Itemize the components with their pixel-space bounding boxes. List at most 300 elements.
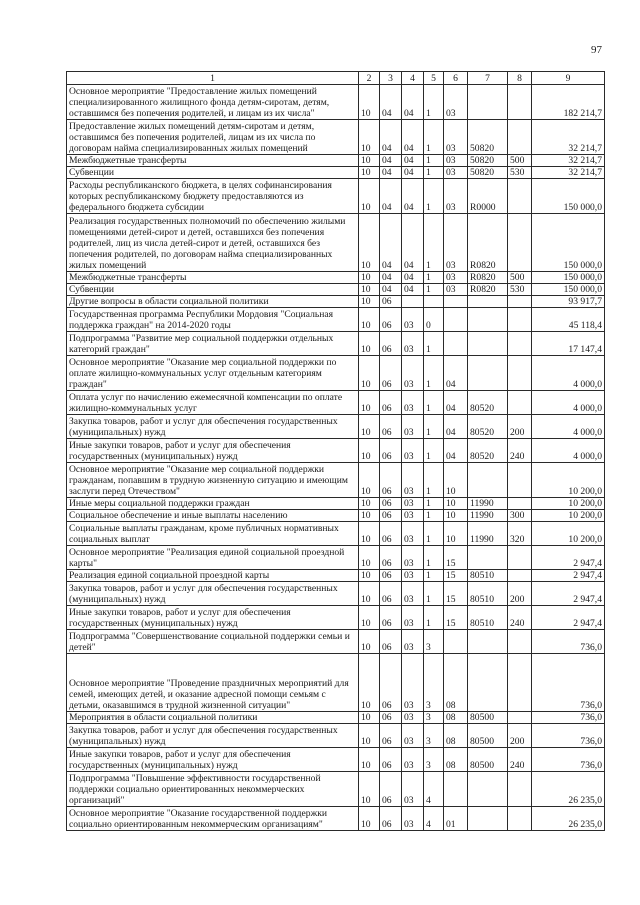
row-code-c4: 03 — [402, 498, 424, 510]
row-amount: 10 200,0 — [532, 498, 605, 510]
row-name: Межбюджетные трансферты — [67, 155, 359, 167]
row-name: Реализация государственных полномочий по обеспечению жилыми помещениями детей-сирот и детей, оставшихся без попечения родителей, лиц из числа детей-сирот и детей, оставшихся без попечения родителей, по договорам найма специализированных жилых помещений — [67, 214, 359, 272]
row-name: Закупка товаров, работ и услуг для обеспечения государственных (муниципальных) нужд — [67, 724, 359, 748]
row-name: Подпрограмма "Совершенствование социальной поддержки семьи и детей" — [67, 630, 359, 654]
row-code-c5 — [424, 296, 444, 308]
column-header: 5 — [424, 72, 444, 85]
row-code-c2: 10 — [359, 332, 380, 356]
header-row — [67, 72, 605, 85]
row-code-c8 — [508, 214, 532, 272]
row-code-c8: 530 — [508, 167, 532, 179]
row-name: Мероприятия в области социальной политики — [67, 712, 359, 724]
row-code-c4: 03 — [402, 391, 424, 415]
row-amount: 150 000,0 — [532, 179, 605, 214]
row-code-c8 — [508, 179, 532, 214]
row-code-c6: 08 — [444, 724, 468, 748]
row-amount: 736,0 — [532, 630, 605, 654]
table-body — [67, 85, 605, 831]
row-code-c2: 10 — [359, 167, 380, 179]
row-name: Иные закупки товаров, работ и услуг для обеспечения государственных (муниципальных) нужд — [67, 748, 359, 772]
column-header: 3 — [380, 72, 402, 85]
row-code-c8 — [508, 570, 532, 582]
row-amount: 93 917,7 — [532, 296, 605, 308]
table-row — [67, 498, 605, 510]
row-code-c4: 03 — [402, 654, 424, 712]
row-code-c2: 10 — [359, 724, 380, 748]
row-code-c4: 03 — [402, 439, 424, 463]
row-code-c6: 03 — [444, 120, 468, 155]
row-amount: 2 947,4 — [532, 582, 605, 606]
row-code-c3: 06 — [380, 308, 402, 332]
row-code-c5: 1 — [424, 284, 444, 296]
row-code-c2: 10 — [359, 120, 380, 155]
row-code-c4: 04 — [402, 167, 424, 179]
row-code-c6: 01 — [444, 807, 468, 831]
row-code-c8 — [508, 332, 532, 356]
row-code-c8 — [508, 630, 532, 654]
row-name: Межбюджетные трансферты — [67, 272, 359, 284]
row-code-c3: 06 — [380, 654, 402, 712]
row-code-c7 — [468, 85, 508, 120]
row-code-c8 — [508, 463, 532, 498]
row-code-c5: 1 — [424, 332, 444, 356]
row-code-c2: 10 — [359, 807, 380, 831]
row-code-c3: 06 — [380, 391, 402, 415]
row-code-c4: 03 — [402, 332, 424, 356]
row-code-c8: 200 — [508, 582, 532, 606]
table-row — [67, 179, 605, 214]
row-code-c5: 4 — [424, 807, 444, 831]
row-name: Другие вопросы в области социальной политики — [67, 296, 359, 308]
row-amount: 736,0 — [532, 654, 605, 712]
row-code-c5: 1 — [424, 356, 444, 391]
row-amount: 10 200,0 — [532, 522, 605, 546]
row-code-c4: 04 — [402, 120, 424, 155]
row-code-c3: 06 — [380, 522, 402, 546]
row-code-c5: 1 — [424, 546, 444, 570]
row-code-c5: 1 — [424, 510, 444, 522]
row-code-c5: 4 — [424, 772, 444, 807]
row-code-c8: 240 — [508, 439, 532, 463]
row-code-c4: 04 — [402, 214, 424, 272]
row-name: Подпрограмма "Развитие мер социальной поддержки отдельных категорий граждан" — [67, 332, 359, 356]
row-code-c7: 50820 — [468, 155, 508, 167]
row-code-c3: 04 — [380, 179, 402, 214]
table-row — [67, 724, 605, 748]
row-code-c2: 10 — [359, 179, 380, 214]
row-amount: 2 947,4 — [532, 570, 605, 582]
row-code-c4: 03 — [402, 546, 424, 570]
row-amount: 32 214,7 — [532, 167, 605, 179]
row-code-c7 — [468, 772, 508, 807]
row-code-c6 — [444, 772, 468, 807]
row-code-c4 — [402, 296, 424, 308]
row-code-c3: 06 — [380, 415, 402, 439]
table-row — [67, 296, 605, 308]
row-code-c6: 03 — [444, 85, 468, 120]
row-code-c5: 1 — [424, 214, 444, 272]
row-code-c6: 15 — [444, 546, 468, 570]
row-code-c8 — [508, 546, 532, 570]
row-code-c5: 1 — [424, 391, 444, 415]
row-code-c8: 300 — [508, 510, 532, 522]
table-row — [67, 332, 605, 356]
table-row — [67, 272, 605, 284]
row-code-c8: 500 — [508, 155, 532, 167]
row-code-c2: 10 — [359, 522, 380, 546]
row-code-c5: 3 — [424, 654, 444, 712]
row-code-c3: 06 — [380, 748, 402, 772]
row-amount: 150 000,0 — [532, 284, 605, 296]
table-row — [67, 570, 605, 582]
row-code-c4: 04 — [402, 155, 424, 167]
row-code-c6: 15 — [444, 582, 468, 606]
column-header: 9 — [532, 72, 605, 85]
row-code-c2: 10 — [359, 214, 380, 272]
row-code-c7 — [468, 463, 508, 498]
row-code-c4: 03 — [402, 356, 424, 391]
column-header: 1 — [67, 72, 359, 85]
column-header: 4 — [402, 72, 424, 85]
row-code-c4: 03 — [402, 510, 424, 522]
row-code-c2: 10 — [359, 498, 380, 510]
row-amount: 32 214,7 — [532, 155, 605, 167]
row-code-c6: 08 — [444, 748, 468, 772]
table-row — [67, 439, 605, 463]
column-header: 7 — [468, 72, 508, 85]
row-code-c6: 04 — [444, 415, 468, 439]
table-row — [67, 356, 605, 391]
table-row — [67, 510, 605, 522]
row-code-c3: 06 — [380, 772, 402, 807]
row-code-c3: 06 — [380, 582, 402, 606]
row-code-c6: 10 — [444, 510, 468, 522]
row-code-c8 — [508, 807, 532, 831]
row-code-c4: 03 — [402, 308, 424, 332]
row-code-c5: 1 — [424, 439, 444, 463]
table-row — [67, 308, 605, 332]
row-amount: 4 000,0 — [532, 439, 605, 463]
row-code-c7 — [468, 546, 508, 570]
row-code-c6: 04 — [444, 356, 468, 391]
row-amount: 26 235,0 — [532, 772, 605, 807]
row-amount: 4 000,0 — [532, 391, 605, 415]
row-code-c5: 3 — [424, 712, 444, 724]
row-code-c2: 10 — [359, 630, 380, 654]
row-code-c7: 80500 — [468, 724, 508, 748]
row-code-c3: 06 — [380, 439, 402, 463]
table-row — [67, 120, 605, 155]
row-name: Закупка товаров, работ и услуг для обеспечения государственных (муниципальных) нужд — [67, 415, 359, 439]
table-row — [67, 712, 605, 724]
row-code-c4: 04 — [402, 85, 424, 120]
row-code-c6: 03 — [444, 167, 468, 179]
row-code-c5: 3 — [424, 724, 444, 748]
row-code-c7 — [468, 296, 508, 308]
row-code-c6 — [444, 332, 468, 356]
row-code-c3: 06 — [380, 807, 402, 831]
row-amount: 150 000,0 — [532, 272, 605, 284]
table-row — [67, 807, 605, 831]
row-amount: 2 947,4 — [532, 546, 605, 570]
row-code-c3: 04 — [380, 120, 402, 155]
row-code-c7: 80500 — [468, 748, 508, 772]
row-code-c6: 04 — [444, 439, 468, 463]
row-name: Социальное обеспечение и иные выплаты населению — [67, 510, 359, 522]
row-code-c3: 06 — [380, 356, 402, 391]
row-code-c5: 1 — [424, 155, 444, 167]
row-code-c7: R0820 — [468, 284, 508, 296]
row-name: Субвенции — [67, 284, 359, 296]
row-code-c4: 03 — [402, 463, 424, 498]
row-code-c7: 11990 — [468, 510, 508, 522]
row-code-c7 — [468, 654, 508, 712]
row-code-c2: 10 — [359, 712, 380, 724]
row-code-c6: 15 — [444, 606, 468, 630]
budget-table — [66, 71, 605, 831]
table-row — [67, 522, 605, 546]
row-amount: 10 200,0 — [532, 463, 605, 498]
row-code-c7: 80510 — [468, 606, 508, 630]
row-code-c7 — [468, 356, 508, 391]
row-code-c8 — [508, 356, 532, 391]
row-name: Иные закупки товаров, работ и услуг для обеспечения государственных (муниципальных) нужд — [67, 439, 359, 463]
table-row — [67, 748, 605, 772]
row-code-c3: 06 — [380, 570, 402, 582]
row-code-c3: 04 — [380, 272, 402, 284]
row-code-c8 — [508, 498, 532, 510]
row-code-c3: 04 — [380, 167, 402, 179]
row-amount: 2 947,4 — [532, 606, 605, 630]
row-amount: 150 000,0 — [532, 214, 605, 272]
row-code-c5: 0 — [424, 308, 444, 332]
row-code-c8 — [508, 120, 532, 155]
row-code-c3: 06 — [380, 463, 402, 498]
row-code-c6: 08 — [444, 654, 468, 712]
row-code-c3: 06 — [380, 724, 402, 748]
row-code-c3: 06 — [380, 510, 402, 522]
row-code-c6: 03 — [444, 214, 468, 272]
row-code-c8: 530 — [508, 284, 532, 296]
row-code-c5: 1 — [424, 167, 444, 179]
row-code-c2: 10 — [359, 582, 380, 606]
row-name: Основное мероприятие "Предоставление жилых помещений специализированного жилищного фонда детям-сиротам, детям, оставшимся без попечения родителей, и лицам из их числа" — [67, 85, 359, 120]
row-code-c4: 03 — [402, 606, 424, 630]
row-name: Субвенции — [67, 167, 359, 179]
table-row — [67, 463, 605, 498]
row-code-c6: 04 — [444, 391, 468, 415]
row-code-c7: R0000 — [468, 179, 508, 214]
row-code-c2: 10 — [359, 510, 380, 522]
row-code-c7: 80520 — [468, 439, 508, 463]
row-name: Закупка товаров, работ и услуг для обеспечения государственных (муниципальных) нужд — [67, 582, 359, 606]
table-row — [67, 214, 605, 272]
table-row — [67, 85, 605, 120]
row-code-c2: 10 — [359, 606, 380, 630]
row-code-c7: R0820 — [468, 272, 508, 284]
row-name: Оплата услуг по начислению ежемесячной компенсации по оплате жилищно-коммунальных услуг — [67, 391, 359, 415]
row-code-c2: 10 — [359, 570, 380, 582]
row-code-c5: 1 — [424, 606, 444, 630]
row-code-c7: 80510 — [468, 570, 508, 582]
row-code-c6: 03 — [444, 179, 468, 214]
row-code-c4: 03 — [402, 582, 424, 606]
row-code-c6: 08 — [444, 712, 468, 724]
table-row — [67, 415, 605, 439]
row-name: Подпрограмма "Повышение эффективности государственной поддержки социально ориентированных некоммерческих организаций" — [67, 772, 359, 807]
table-row — [67, 772, 605, 807]
row-code-c3: 06 — [380, 712, 402, 724]
table-row — [67, 582, 605, 606]
row-code-c3: 06 — [380, 332, 402, 356]
table-row — [67, 546, 605, 570]
row-code-c6 — [444, 630, 468, 654]
row-amount: 26 235,0 — [532, 807, 605, 831]
row-code-c2: 10 — [359, 391, 380, 415]
row-code-c4: 03 — [402, 724, 424, 748]
row-code-c8 — [508, 712, 532, 724]
row-name: Основное мероприятие "Оказание мер социальной поддержки гражданам, попавшим в трудную жизненную ситуацию и имеющим заслуги перед Отечеством" — [67, 463, 359, 498]
row-code-c3: 04 — [380, 214, 402, 272]
column-header: 2 — [359, 72, 380, 85]
row-code-c2: 10 — [359, 308, 380, 332]
row-code-c6: 03 — [444, 272, 468, 284]
row-code-c4: 03 — [402, 748, 424, 772]
row-code-c2: 10 — [359, 772, 380, 807]
row-amount: 736,0 — [532, 724, 605, 748]
row-code-c2: 10 — [359, 439, 380, 463]
row-code-c6 — [444, 308, 468, 332]
row-amount: 45 118,4 — [532, 308, 605, 332]
row-code-c6: 10 — [444, 498, 468, 510]
row-code-c8 — [508, 85, 532, 120]
row-name: Иные меры социальной поддержки граждан — [67, 498, 359, 510]
row-code-c5: 1 — [424, 272, 444, 284]
row-name: Основное мероприятие "Реализация единой социальной проездной карты" — [67, 546, 359, 570]
row-code-c5: 1 — [424, 120, 444, 155]
row-code-c4: 03 — [402, 415, 424, 439]
row-amount: 182 214,7 — [532, 85, 605, 120]
row-code-c5: 1 — [424, 582, 444, 606]
row-amount: 736,0 — [532, 748, 605, 772]
row-code-c5: 3 — [424, 748, 444, 772]
row-code-c2: 10 — [359, 415, 380, 439]
row-code-c4: 03 — [402, 570, 424, 582]
row-code-c8 — [508, 654, 532, 712]
row-code-c8 — [508, 308, 532, 332]
row-code-c5: 1 — [424, 85, 444, 120]
row-amount: 10 200,0 — [532, 510, 605, 522]
row-code-c7 — [468, 807, 508, 831]
row-code-c3: 06 — [380, 606, 402, 630]
row-code-c7: R0820 — [468, 214, 508, 272]
row-code-c5: 3 — [424, 630, 444, 654]
row-code-c6: 10 — [444, 522, 468, 546]
row-code-c7: 80520 — [468, 415, 508, 439]
row-code-c7 — [468, 308, 508, 332]
row-code-c3: 06 — [380, 498, 402, 510]
row-code-c2: 10 — [359, 155, 380, 167]
row-code-c7: 11990 — [468, 522, 508, 546]
table-row — [67, 654, 605, 712]
row-code-c2: 10 — [359, 296, 380, 308]
table-row — [67, 606, 605, 630]
row-code-c2: 10 — [359, 272, 380, 284]
table-row — [67, 155, 605, 167]
row-code-c4: 03 — [402, 772, 424, 807]
row-code-c8 — [508, 772, 532, 807]
row-code-c8: 200 — [508, 724, 532, 748]
row-code-c3: 06 — [380, 630, 402, 654]
row-code-c3: 04 — [380, 155, 402, 167]
page-number: 97 — [591, 44, 602, 56]
row-code-c4: 04 — [402, 284, 424, 296]
column-header: 8 — [508, 72, 532, 85]
row-code-c6: 03 — [444, 284, 468, 296]
row-code-c4: 03 — [402, 712, 424, 724]
row-code-c4: 04 — [402, 272, 424, 284]
row-code-c7: 80500 — [468, 712, 508, 724]
row-code-c2: 10 — [359, 748, 380, 772]
table-row — [67, 284, 605, 296]
row-code-c6: 10 — [444, 463, 468, 498]
row-name: Основное мероприятие "Оказание мер социальной поддержки по оплате жилищно-коммунальных услуг отдельным категориям граждан" — [67, 356, 359, 391]
row-code-c2: 10 — [359, 546, 380, 570]
row-code-c4: 03 — [402, 630, 424, 654]
row-name: Предоставление жилых помещений детям-сиротам и детям, оставшимся без попечения родителей, лицам из их числа по договорам найма специализированных жилых помещений — [67, 120, 359, 155]
row-code-c7: 11990 — [468, 498, 508, 510]
table-header — [67, 72, 605, 85]
row-code-c3: 06 — [380, 546, 402, 570]
row-code-c8: 320 — [508, 522, 532, 546]
row-code-c5: 1 — [424, 415, 444, 439]
table-row — [67, 630, 605, 654]
row-code-c8 — [508, 391, 532, 415]
row-name: Социальные выплаты гражданам, кроме публичных нормативных социальных выплат — [67, 522, 359, 546]
row-code-c5: 1 — [424, 498, 444, 510]
row-code-c2: 10 — [359, 463, 380, 498]
row-code-c7: 50820 — [468, 167, 508, 179]
row-code-c3: 04 — [380, 284, 402, 296]
row-code-c6 — [444, 296, 468, 308]
row-name: Расходы республиканского бюджета, в целях софинансирования которых республиканскому бюджету предоставляются из федерального бюджета субсидии — [67, 179, 359, 214]
row-code-c7: 80520 — [468, 391, 508, 415]
row-name: Государственная программа Республики Мордовия "Социальная поддержка граждан" на 2014-2020 годы — [67, 308, 359, 332]
row-code-c8: 240 — [508, 748, 532, 772]
row-code-c5: 1 — [424, 570, 444, 582]
row-name: Иные закупки товаров, работ и услуг для обеспечения государственных (муниципальных) нужд — [67, 606, 359, 630]
row-amount: 4 000,0 — [532, 415, 605, 439]
row-code-c2: 10 — [359, 284, 380, 296]
row-name: Основное мероприятие "Проведение праздничных мероприятий для семей, имеющих детей, и оказание адресной помощи семьям с детьми, оказавшимся в трудной жизненной ситуации" — [67, 654, 359, 712]
row-code-c8: 240 — [508, 606, 532, 630]
table-row — [67, 391, 605, 415]
row-code-c2: 10 — [359, 356, 380, 391]
row-code-c3: 04 — [380, 85, 402, 120]
row-amount: 17 147,4 — [532, 332, 605, 356]
row-amount: 32 214,7 — [532, 120, 605, 155]
row-amount: 4 000,0 — [532, 356, 605, 391]
row-code-c7 — [468, 630, 508, 654]
row-code-c6: 15 — [444, 570, 468, 582]
row-code-c8: 500 — [508, 272, 532, 284]
row-code-c5: 1 — [424, 179, 444, 214]
table-row — [67, 167, 605, 179]
row-code-c7: 50820 — [468, 120, 508, 155]
row-code-c4: 04 — [402, 179, 424, 214]
row-code-c2: 10 — [359, 654, 380, 712]
column-header: 6 — [444, 72, 468, 85]
